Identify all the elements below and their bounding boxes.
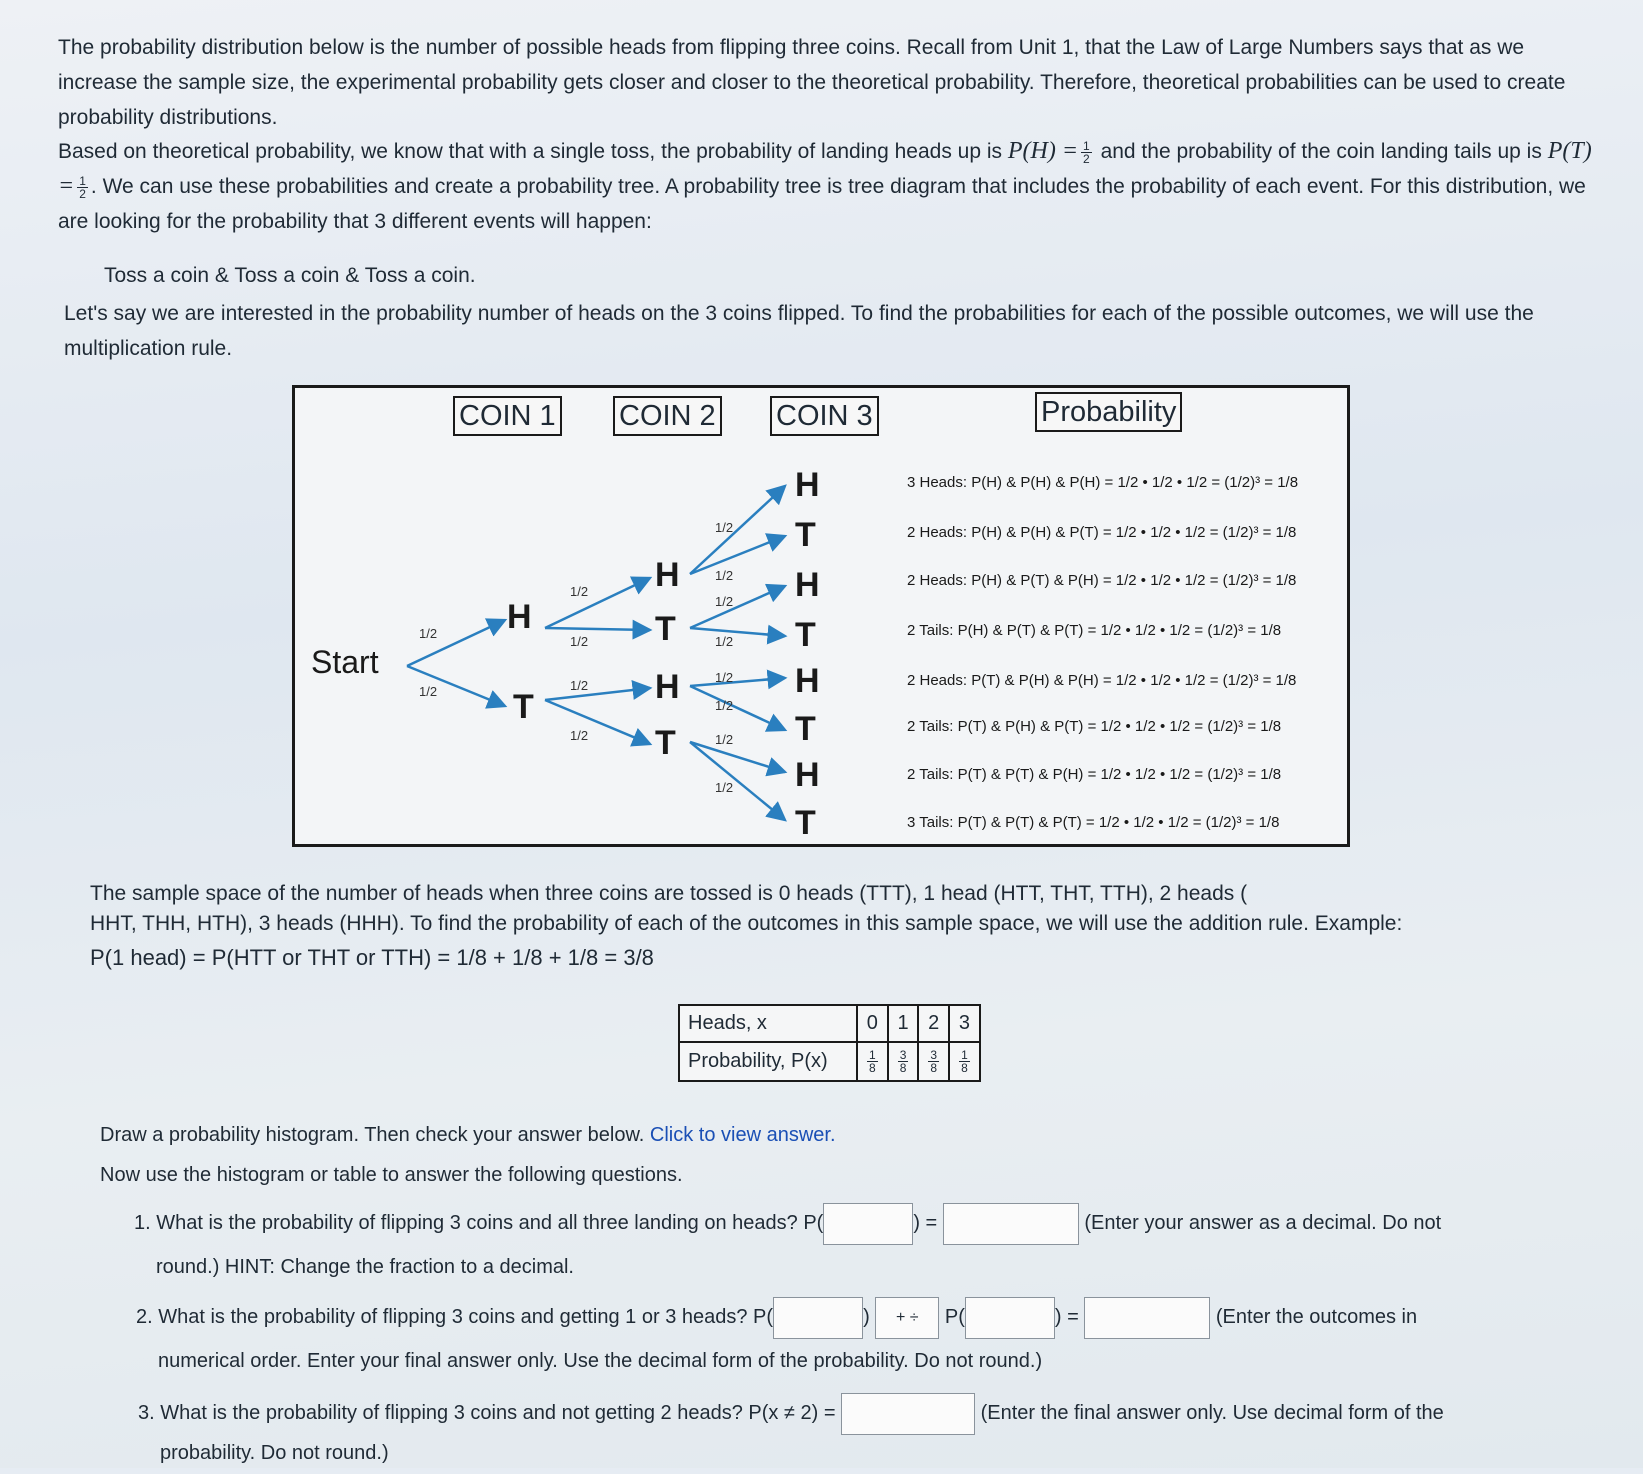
q1-outcome-input[interactable] bbox=[823, 1203, 913, 1245]
branch-prob-label: 1/2 bbox=[419, 684, 438, 699]
q3-answer-input[interactable] bbox=[841, 1393, 975, 1435]
half-fraction: $\frac{1}{2}$ bbox=[1083, 138, 1090, 166]
branch-prob-label: 1/2 bbox=[715, 568, 734, 583]
p-value: $\frac{3}{8}$ bbox=[918, 1042, 949, 1081]
ph-expression: P(H) = bbox=[1007, 138, 1079, 164]
outcome-row: 3 Tails: P(T) & P(T) & P(T) = 1/2 • 1/2 • 1/2 = (1/2)³ = 1/8 bbox=[907, 814, 1280, 831]
branch-prob-label: 1/2 bbox=[570, 728, 589, 743]
branch-prob-label: 1/2 bbox=[715, 698, 734, 713]
intro-paragraph-1: The probability distribution below is the number of possible heads from flipping three coins. Recall from Unit 1, that the Law of Large Numbers says that as we increase the sample size, the experimental probability gets closer and closer to the theoretical probability. Therefore, theoretical probabilities can be used to create probability distributions. bbox=[58, 36, 1566, 129]
branch-prob-label: 1/2 bbox=[419, 626, 438, 641]
question-2-line-2: numerical order. Enter your final answer only. Use the decimal form of the probability. Do not round.) bbox=[158, 1350, 1043, 1372]
probability-label: Probability, P(x) bbox=[679, 1042, 857, 1081]
coin2-header: COIN 2 bbox=[613, 396, 722, 436]
sample-space-example: P(1 head) = P(HTT or THT or TTH) = 1/8 + 1/8 + 1/8 = 3/8 bbox=[90, 945, 654, 970]
node-l3: H bbox=[795, 466, 820, 504]
branch-prob-label: 1/2 bbox=[570, 634, 589, 649]
node-l3: H bbox=[795, 756, 820, 794]
outcome-row: 2 Tails: P(T) & P(T) & P(H) = 1/2 • 1/2 • 1/2 = (1/2)³ = 1/8 bbox=[907, 766, 1282, 783]
branch-prob-label: 1/2 bbox=[715, 670, 734, 685]
question-3: 3. What is the probability of flipping 3 coins and not getting 2 heads? P(x ≠ 2) = (Enter the final answer only. Use decimal form of the bbox=[138, 1392, 1444, 1435]
q2-answer-input[interactable] bbox=[1084, 1297, 1210, 1339]
x-value: 0 bbox=[857, 1005, 888, 1042]
pt-expression: P(T) = bbox=[58, 138, 1592, 199]
heads-label: Heads, x bbox=[679, 1005, 857, 1042]
question-1-line-2: round.) HINT: Change the fraction to a decimal. bbox=[156, 1256, 574, 1278]
branch-prob-label: 1/2 bbox=[715, 732, 734, 747]
outcome-row: 2 Tails: P(H) & P(T) & P(T) = 1/2 • 1/2 • 1/2 = (1/2)³ = 1/8 bbox=[907, 622, 1282, 639]
x-value: 3 bbox=[949, 1005, 980, 1042]
outcome-row: 3 Heads: P(H) & P(H) & P(H) = 1/2 • 1/2 • 1/2 = (1/2)³ = 1/8 bbox=[907, 474, 1299, 491]
view-answer-link[interactable]: Click to view answer. bbox=[649, 1124, 836, 1146]
table-row bbox=[679, 1005, 980, 1042]
outcome-row: 2 Tails: P(T) & P(H) & P(T) = 1/2 • 1/2 • 1/2 = (1/2)³ = 1/8 bbox=[907, 718, 1282, 735]
branch-prob-label: 1/2 bbox=[715, 780, 734, 795]
branch-prob-label: 1/2 bbox=[570, 678, 589, 693]
x-value: 2 bbox=[918, 1005, 949, 1042]
coin1-header: COIN 1 bbox=[453, 396, 562, 436]
question-1: 1. What is the probability of flipping 3 coins and all three landing on heads? P( ) = (Enter your answer as a decimal. Do not bbox=[134, 1202, 1441, 1245]
intro-paragraph-4: Let's say we are interested in the probability number of heads on the 3 coins flipped. To find the probabilities for each of the possible outcomes, we will use the multiplication rule. bbox=[64, 302, 1534, 360]
q2-operator-select[interactable]: + ÷ bbox=[875, 1297, 939, 1339]
node-l3: T bbox=[795, 616, 816, 654]
sample-space-line-1: The sample space of the number of heads when three coins are tossed is 0 heads (TTT), 1 head (HTT, THT, TTH), 2 heads ( bbox=[90, 882, 1248, 905]
question-3-line-2: probability. Do not round.) bbox=[160, 1442, 389, 1464]
intro-paragraph-3: Toss a coin & Toss a coin & Toss a coin. bbox=[104, 264, 476, 287]
intro-p2-b: and the probability of the coin landing tails up is bbox=[1100, 140, 1542, 163]
draw-instruction: Draw a probability histogram. Then check your answer below. Click to view answer. bbox=[100, 1124, 836, 1146]
table-row bbox=[679, 1042, 980, 1081]
distribution-table bbox=[678, 1004, 981, 1082]
node-l3: T bbox=[795, 516, 816, 554]
q2-outcome-2-input[interactable] bbox=[965, 1297, 1055, 1339]
node-l2-h: H bbox=[655, 668, 680, 706]
question-2: 2. What is the probability of flipping 3 coins and getting 1 or 3 heads? P( ) + ÷ P( ) = (Enter the outcomes in bbox=[136, 1296, 1417, 1339]
outcome-row: 2 Heads: P(H) & P(T) & P(H) = 1/2 • 1/2 • 1/2 = (1/2)³ = 1/8 bbox=[907, 572, 1297, 589]
node-l2-t: T bbox=[655, 724, 676, 762]
node-l3: H bbox=[795, 662, 820, 700]
probability-header: Probability bbox=[1035, 392, 1182, 432]
p-value: $\frac{1}{8}$ bbox=[857, 1042, 888, 1081]
branch-prob-label: 1/2 bbox=[715, 634, 734, 649]
sample-space-line-2: HHT, THH, HTH), 3 heads (HHH). To find the probability of each of the outcomes in this sample space, we will use the addition rule. Example: bbox=[90, 912, 1403, 935]
p-value: $\frac{3}{8}$ bbox=[888, 1042, 919, 1081]
p-value: $\frac{1}{8}$ bbox=[949, 1042, 980, 1081]
node-l2-t: T bbox=[655, 610, 676, 648]
branch-prob-label: 1/2 bbox=[715, 594, 734, 609]
outcome-row: 2 Heads: P(H) & P(H) & P(T) = 1/2 • 1/2 • 1/2 = (1/2)³ = 1/8 bbox=[907, 524, 1297, 541]
coin3-header: COIN 3 bbox=[770, 396, 879, 436]
tree-start: Start bbox=[311, 644, 379, 680]
node-l1-h: H bbox=[507, 598, 532, 636]
intro-p2-a: Based on theoretical probability, we know that with a single toss, the probability of landing heads up is bbox=[58, 140, 1003, 163]
outcome-row: 2 Heads: P(T) & P(H) & P(H) = 1/2 • 1/2 • 1/2 = (1/2)³ = 1/8 bbox=[907, 672, 1297, 689]
node-l3: T bbox=[795, 804, 816, 842]
node-l1-t: T bbox=[513, 688, 534, 726]
half-fraction: $\frac{1}{2}$ bbox=[79, 173, 86, 201]
q1-answer-input[interactable] bbox=[943, 1203, 1079, 1245]
use-instruction: Now use the histogram or table to answer the following questions. bbox=[100, 1164, 683, 1186]
q2-outcome-1-input[interactable] bbox=[773, 1297, 863, 1339]
x-value: 1 bbox=[888, 1005, 919, 1042]
node-l3: H bbox=[795, 566, 820, 604]
node-l2-h: H bbox=[655, 556, 680, 594]
intro-paragraph-2: Based on theoretical probability, we know that with a single toss, the probability of landing heads up is P(H) = $\frac{1}{2}$ and the probability of the coin landing tails up is P(T) = $\frac{1}{2}$ . We can use these probabilities and create a probability tree. A probability tree is tree diagram that includes the probability of each event. For this distribution, we are looking for the probability that 3 different events will happen: bbox=[58, 138, 1592, 233]
branch-prob-label: 1/2 bbox=[570, 584, 589, 599]
intro-p2-c: We can use these probabilities and create a probability tree. A probability tree is tree diagram that includes the probability of each event. For this distribution, we are looking for the probability that 3 different events will happen: bbox=[58, 175, 1586, 233]
probability-tree bbox=[292, 385, 1350, 847]
branch-prob-label: 1/2 bbox=[715, 520, 734, 535]
node-l3: T bbox=[795, 710, 816, 748]
